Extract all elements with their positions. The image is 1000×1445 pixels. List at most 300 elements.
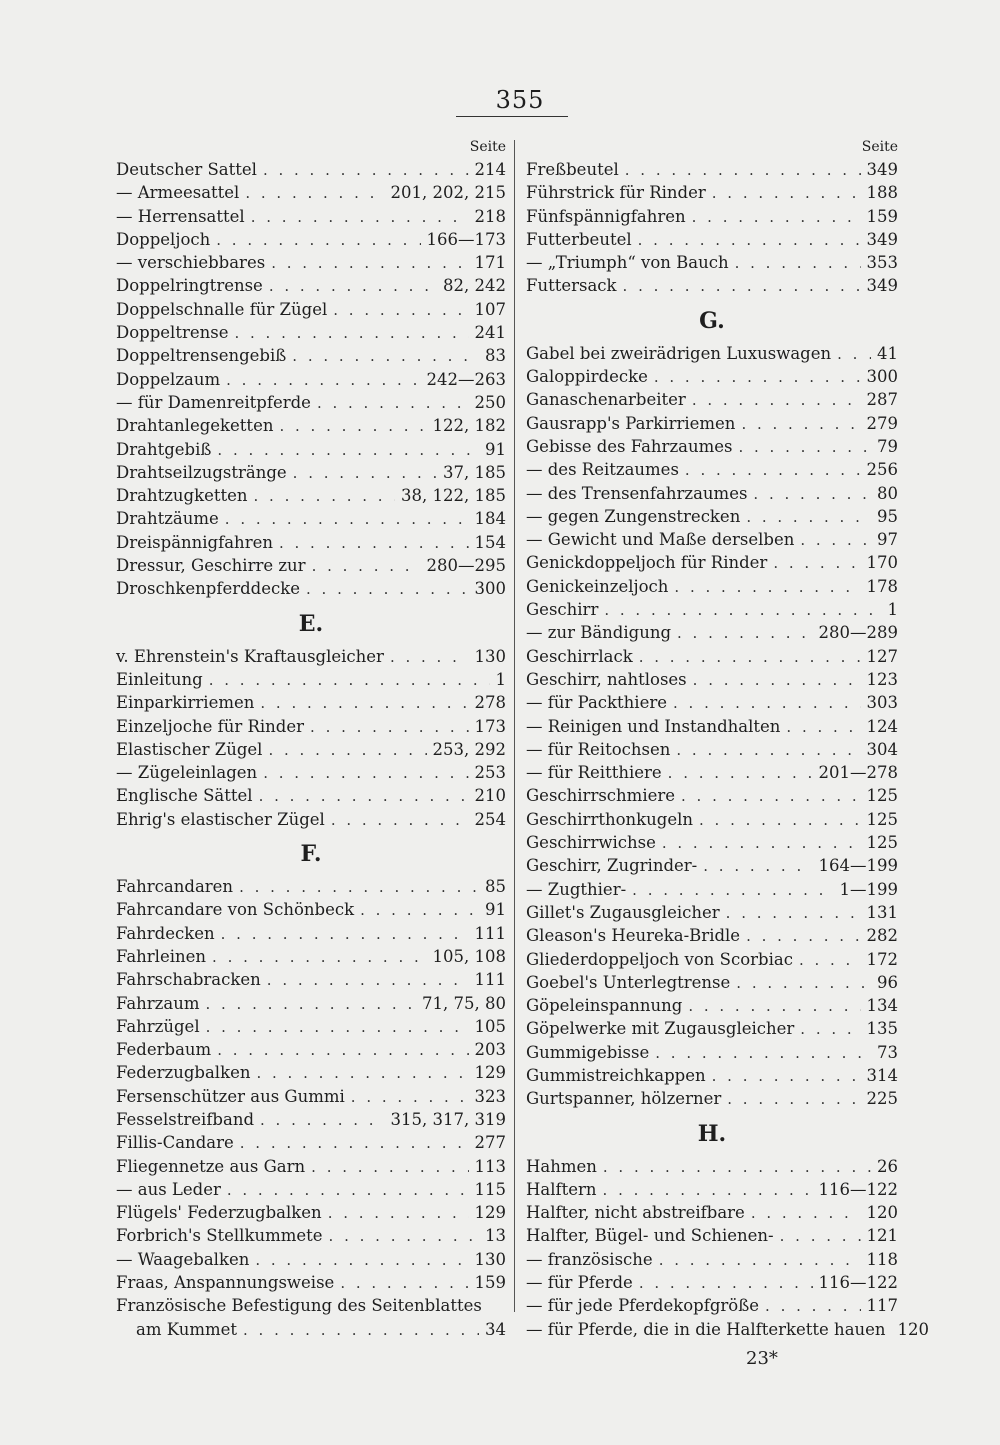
dot-leader <box>692 389 861 412</box>
index-entry <box>116 438 506 461</box>
dot-leader <box>674 576 860 599</box>
page-reference: 122, 182 <box>432 416 506 436</box>
index-entry <box>116 1201 506 1224</box>
index-term: Geschirr, Zugrinder- <box>526 856 698 876</box>
dot-leader <box>699 809 860 832</box>
index-entry <box>526 251 898 274</box>
index-entry <box>526 994 898 1017</box>
page-reference: 300 <box>474 579 506 599</box>
index-entry <box>526 715 898 738</box>
dot-leader <box>800 1018 860 1041</box>
index-term: Fahrdecken <box>116 923 215 943</box>
index-entry <box>116 391 506 414</box>
page-reference: 280—295 <box>426 556 506 576</box>
page-reference: 125 <box>866 833 898 853</box>
index-term: Fesselstreifband <box>116 1109 255 1129</box>
index-term: Federbaum <box>116 1040 212 1060</box>
page-reference: 315, 317, 319 <box>390 1109 506 1129</box>
index-term: — französische <box>526 1249 653 1269</box>
dot-leader <box>267 969 469 992</box>
index-entry <box>116 321 506 344</box>
dot-leader <box>217 439 479 462</box>
index-column-left <box>116 136 506 1341</box>
dot-leader <box>692 206 861 229</box>
dot-leader <box>736 972 871 995</box>
dot-leader <box>333 299 468 322</box>
dot-leader <box>306 578 469 601</box>
index-term: Einparkirriemen <box>116 693 255 713</box>
page-reference: 254 <box>474 809 506 829</box>
index-term: Halfter, Bügel- und Schienen- <box>526 1226 774 1246</box>
index-entry <box>526 645 898 668</box>
dot-leader <box>239 876 479 899</box>
dot-leader <box>206 1016 469 1039</box>
index-term: Drahtzugketten <box>116 486 248 506</box>
index-entry <box>116 1085 506 1108</box>
index-entry <box>116 205 506 228</box>
section-letter: G. <box>699 307 725 334</box>
page-reference: 37, 185 <box>443 462 506 482</box>
section-letter: E. <box>298 610 324 637</box>
index-entry <box>116 691 506 714</box>
page-reference: 282 <box>866 926 898 946</box>
index-entry <box>526 158 898 181</box>
index-entry <box>116 1248 506 1271</box>
page-reference: 173 <box>474 716 506 736</box>
index-entry <box>526 435 898 458</box>
index-entry <box>526 342 898 365</box>
index-term: — für Pferde <box>526 1273 633 1293</box>
index-entry <box>526 878 898 901</box>
index-entry <box>526 1294 898 1317</box>
index-entry <box>116 228 506 251</box>
index-entry <box>116 344 506 367</box>
page-reference: 278 <box>474 693 506 713</box>
index-entry <box>526 1017 898 1040</box>
index-term: Ganaschenarbeiter <box>526 390 686 410</box>
dot-leader <box>638 229 861 252</box>
dot-leader <box>329 1225 479 1248</box>
page-reference: 225 <box>866 1089 898 1109</box>
index-term: — für Reitthiere <box>526 763 662 783</box>
page-reference: 203 <box>474 1040 506 1060</box>
index-entry <box>116 968 506 991</box>
page-reference: 159 <box>474 1273 506 1293</box>
dot-leader <box>254 485 396 508</box>
index-term: Fillis-Candare <box>116 1133 234 1153</box>
index-term: — für Reitochsen <box>526 739 671 759</box>
index-entry <box>526 621 898 644</box>
dot-leader <box>255 1249 468 1272</box>
index-term: Fahrzaum <box>116 993 200 1013</box>
index-entry <box>116 1061 506 1084</box>
index-entry <box>526 482 898 505</box>
page-reference: 201—278 <box>818 763 898 783</box>
dot-leader <box>681 785 860 808</box>
page-reference: 1 <box>887 600 898 620</box>
page-reference: 127 <box>866 646 898 666</box>
index-term: Gleason's Heureka-Bridle <box>526 926 741 946</box>
index-term: Geschirrthonkugeln <box>526 809 694 829</box>
index-term: Futtersack <box>526 276 617 296</box>
page-reference: 253 <box>474 763 506 783</box>
index-term: Fahrcandare von Schönbeck <box>116 900 355 920</box>
page-reference: 256 <box>866 460 898 480</box>
page-reference: 201, 202, 215 <box>390 183 506 203</box>
page-reference: 13 <box>485 1226 506 1246</box>
index-entry <box>116 784 506 807</box>
dot-leader <box>340 1272 468 1295</box>
dot-leader <box>311 1156 468 1179</box>
dot-leader <box>328 1202 469 1225</box>
page-reference: 124 <box>866 716 898 736</box>
index-term: — für Pferde, die in die Halfterkette hauen <box>526 1319 886 1339</box>
page-reference: 214 <box>474 160 506 179</box>
page-reference: 82, 242 <box>443 276 506 296</box>
index-term: Ehrig's elastischer Zügel <box>116 809 325 829</box>
index-entry <box>526 901 898 924</box>
page-reference: 178 <box>866 576 898 596</box>
index-term: Fahrcandaren <box>116 877 234 897</box>
dot-leader <box>312 555 421 578</box>
index-term: Französische Befestigung des Seitenblattes <box>116 1296 482 1316</box>
page-reference: 121 <box>866 1226 898 1246</box>
page-reference: 97 <box>877 530 898 550</box>
index-entry <box>526 1155 898 1178</box>
index-entry <box>116 1318 506 1341</box>
index-term: Doppeltrense <box>116 323 229 343</box>
index-entry <box>526 181 898 204</box>
index-term: Doppeljoch <box>116 229 211 249</box>
index-entry <box>526 505 898 528</box>
page-reference: 129 <box>474 1203 506 1223</box>
column-divider <box>514 140 515 1312</box>
index-term: Geschirrwichse <box>526 833 656 853</box>
index-entry <box>526 1064 898 1087</box>
index-term: Genickeinzeljoch <box>526 576 669 596</box>
index-entry <box>526 1318 930 1341</box>
page-reference: 105, 108 <box>432 946 506 966</box>
index-entry <box>526 1178 898 1201</box>
index-entry <box>116 158 506 181</box>
dot-leader <box>753 483 871 506</box>
index-entry <box>526 458 898 481</box>
index-term: Dressur, Geschirre zur <box>116 556 306 576</box>
dot-leader <box>216 229 420 252</box>
dot-leader <box>632 879 833 902</box>
index-entry <box>116 1178 506 1201</box>
index-term: Deutscher Sattel <box>116 160 257 179</box>
page-reference: 287 <box>866 390 898 410</box>
index-entry <box>116 554 506 577</box>
page-reference: 105 <box>474 1016 506 1036</box>
index-term: Geschirrschmiere <box>526 786 676 806</box>
index-entry <box>526 205 898 228</box>
signature-mark: 23* <box>746 1348 778 1369</box>
dot-leader <box>260 692 468 715</box>
page-reference: 135 <box>866 1019 898 1039</box>
page-reference: 300 <box>866 367 898 387</box>
page-reference: 73 <box>877 1042 898 1062</box>
index-term: Dreispännigfahren <box>116 532 273 552</box>
dot-leader <box>310 716 468 739</box>
page-reference: 353 <box>866 253 898 273</box>
index-term: Geschirrlack <box>526 646 633 666</box>
page-reference: 96 <box>877 972 898 992</box>
index-term: — Zügeleinlagen <box>116 763 258 783</box>
index-entry <box>116 274 506 297</box>
section-letter: H. <box>697 1120 727 1147</box>
page-reference: 91 <box>485 439 506 459</box>
index-entry <box>526 274 898 297</box>
index-term: Futterbeutel <box>526 229 632 249</box>
index-term: — Armeesattel <box>116 183 240 203</box>
index-entry <box>526 575 898 598</box>
section-letter: F. <box>300 841 322 868</box>
index-entry <box>526 808 898 831</box>
index-entry <box>526 738 898 761</box>
dot-leader <box>260 1109 385 1132</box>
dot-leader <box>780 1225 861 1248</box>
dot-leader <box>279 415 426 438</box>
seite-label: Seite <box>861 139 898 155</box>
dot-leader <box>676 739 860 762</box>
page-reference: 95 <box>877 506 898 526</box>
dot-leader <box>263 762 468 785</box>
index-term: am Kummet <box>136 1319 238 1339</box>
page-reference: 26 <box>877 1156 898 1176</box>
dot-leader <box>786 716 860 739</box>
page-reference: 154 <box>474 532 506 552</box>
index-term: — Gewicht und Maße derselben <box>526 530 795 550</box>
index-entry <box>116 577 506 600</box>
index-entry <box>116 898 506 921</box>
dot-leader <box>712 182 861 205</box>
index-term: Gliederdoppeljoch von Scorbiac <box>526 949 793 969</box>
dot-leader <box>688 995 860 1018</box>
index-entry <box>116 715 506 738</box>
index-term: Doppelzaum <box>116 369 221 389</box>
index-entry <box>526 1271 898 1294</box>
dot-leader <box>331 809 469 832</box>
page-reference: 349 <box>866 229 898 249</box>
page-reference: 80 <box>877 483 898 503</box>
index-entry <box>116 181 506 204</box>
dot-leader <box>639 646 861 669</box>
index-term: Fersenschützer aus Gummi <box>116 1086 345 1106</box>
index-term: Fahrzügel <box>116 1016 200 1036</box>
index-term: — für Damenreitpferde <box>116 392 311 412</box>
index-term: Goebel's Unterlegtrense <box>526 972 731 992</box>
index-term: Fünfspännigfahren <box>526 206 686 226</box>
index-term: v. Ehrenstein's Kraftausgleicher <box>116 646 384 666</box>
index-entry <box>116 251 506 274</box>
dot-leader <box>603 1156 871 1179</box>
index-entry <box>116 668 506 691</box>
page-reference: 349 <box>866 276 898 296</box>
page-reference: 113 <box>474 1156 506 1176</box>
index-entry <box>116 298 506 321</box>
dot-leader <box>217 1039 468 1062</box>
index-entry <box>116 414 506 437</box>
dot-leader <box>639 1272 813 1295</box>
dot-leader <box>673 692 861 715</box>
dot-leader <box>727 1088 860 1111</box>
index-term: Geschirr, nahtloses <box>526 669 687 689</box>
index-term: Halftern <box>526 1179 597 1199</box>
index-entry <box>526 668 898 691</box>
dot-leader <box>245 182 384 205</box>
index-term: Einleitung <box>116 669 203 689</box>
dot-leader <box>662 832 861 855</box>
index-term: Fahrschabracken <box>116 970 261 990</box>
dot-leader <box>765 1295 860 1318</box>
index-term: Gillet's Zugausgleicher <box>526 902 720 922</box>
index-term: Genickdoppeljoch für Rinder <box>526 553 768 573</box>
dot-leader <box>212 946 426 969</box>
index-entry <box>526 1248 898 1271</box>
dot-leader <box>623 275 861 298</box>
page-reference: 123 <box>866 669 898 689</box>
index-entry <box>116 1155 506 1178</box>
page-reference: 218 <box>474 206 506 226</box>
page-reference: 111 <box>474 923 506 943</box>
index-entry <box>116 992 506 1015</box>
page-reference: 303 <box>866 693 898 713</box>
index-term: Doppelschnalle für Zügel <box>116 299 328 319</box>
page-reference: 71, 75, 80 <box>422 993 506 1013</box>
dot-leader <box>751 1202 861 1225</box>
index-term: Englische Sättel <box>116 786 253 806</box>
dot-leader <box>837 343 871 366</box>
index-entry <box>526 971 898 994</box>
dot-leader <box>268 739 426 762</box>
dot-leader <box>800 529 871 552</box>
index-entry <box>526 228 898 251</box>
page-reference: 304 <box>866 739 898 759</box>
dot-leader <box>726 902 861 925</box>
page-reference: 117 <box>866 1296 898 1316</box>
index-entry <box>116 461 506 484</box>
page-reference: 241 <box>474 323 506 343</box>
index-entry <box>116 875 506 898</box>
index-entry <box>526 388 898 411</box>
index-term: — des Reitzaumes <box>526 460 679 480</box>
dot-leader <box>259 785 469 808</box>
dot-leader <box>741 413 860 436</box>
index-entry <box>526 1201 898 1224</box>
dot-leader <box>659 1249 861 1272</box>
index-entry <box>116 738 506 761</box>
dot-leader <box>205 993 416 1016</box>
index-entry <box>526 831 898 854</box>
dot-leader <box>603 1179 813 1202</box>
dot-leader <box>625 159 861 182</box>
index-entry <box>526 551 898 574</box>
index-term: Gummistreichkappen <box>526 1065 706 1085</box>
index-entry <box>526 784 898 807</box>
index-term: Drahtanlegeketten <box>116 416 274 436</box>
page-reference: 164—199 <box>818 856 898 876</box>
index-entry <box>526 854 898 877</box>
index-term: Fahrleinen <box>116 946 207 966</box>
dot-leader <box>668 762 813 785</box>
dot-leader <box>251 206 469 229</box>
page-reference: 129 <box>474 1063 506 1083</box>
index-entry <box>526 691 898 714</box>
dot-leader <box>654 366 861 389</box>
index-entry <box>526 1087 898 1110</box>
index-term: — aus Leder <box>116 1179 221 1199</box>
page-reference: 279 <box>866 413 898 433</box>
page-reference: 118 <box>866 1249 898 1269</box>
index-term: — „Triumph“ von Bauch <box>526 253 729 273</box>
index-term: Doppeltrensengebiß <box>116 346 287 366</box>
page-reference: 120 <box>866 1203 898 1223</box>
page-reference: 111 <box>474 970 506 990</box>
index-entry <box>116 1294 506 1317</box>
index-term: Droschkenpferddecke <box>116 579 300 599</box>
page-number-rule <box>456 116 568 117</box>
dot-leader <box>227 1179 469 1202</box>
index-entry <box>116 531 506 554</box>
index-entry <box>526 528 898 551</box>
dot-leader <box>746 506 871 529</box>
dot-leader <box>271 252 468 275</box>
page-reference: 170 <box>866 553 898 573</box>
index-term: Drahtgebiß <box>116 439 212 459</box>
page-reference: 131 <box>866 902 898 922</box>
index-entry <box>116 1015 506 1038</box>
index-term: Drahtzäume <box>116 509 219 529</box>
index-term: — Reinigen und Instandhalten <box>526 716 781 736</box>
index-term: — für jede Pferdekopfgröße <box>526 1296 760 1316</box>
dot-leader <box>209 669 490 692</box>
index-entry <box>116 761 506 784</box>
dot-leader <box>799 949 861 972</box>
index-term: Federzugbalken <box>116 1063 251 1083</box>
index-entry <box>116 1038 506 1061</box>
page-reference: 184 <box>474 509 506 529</box>
dot-leader <box>243 1319 479 1342</box>
page-reference: 125 <box>866 809 898 829</box>
page-reference: 91 <box>485 900 506 920</box>
index-term: — verschiebbares <box>116 253 266 273</box>
index-entry <box>526 761 898 784</box>
dot-leader <box>269 275 437 298</box>
dot-leader <box>693 669 861 692</box>
index-entry <box>526 948 898 971</box>
index-entry <box>116 1224 506 1247</box>
dot-leader <box>735 252 861 275</box>
index-entry <box>526 1224 898 1247</box>
page-reference: 83 <box>485 346 506 366</box>
page-reference: 115 <box>474 1179 506 1199</box>
index-term: Einzeljoche für Rinder <box>116 716 305 736</box>
page-reference: 349 <box>866 160 898 179</box>
index-entry <box>116 1271 506 1294</box>
page-reference: 1 <box>495 669 506 689</box>
dot-leader <box>703 855 812 878</box>
index-term: Freßbeutel <box>526 160 619 179</box>
page-reference: 242—263 <box>426 369 506 389</box>
index-term: Forbrich's Stellkummete <box>116 1226 323 1246</box>
index-term: — zur Bändigung <box>526 623 672 643</box>
dot-leader <box>604 599 881 622</box>
page-reference: 41 <box>877 343 898 363</box>
index-column-right <box>526 136 930 1341</box>
seite-label: Seite <box>469 139 506 155</box>
